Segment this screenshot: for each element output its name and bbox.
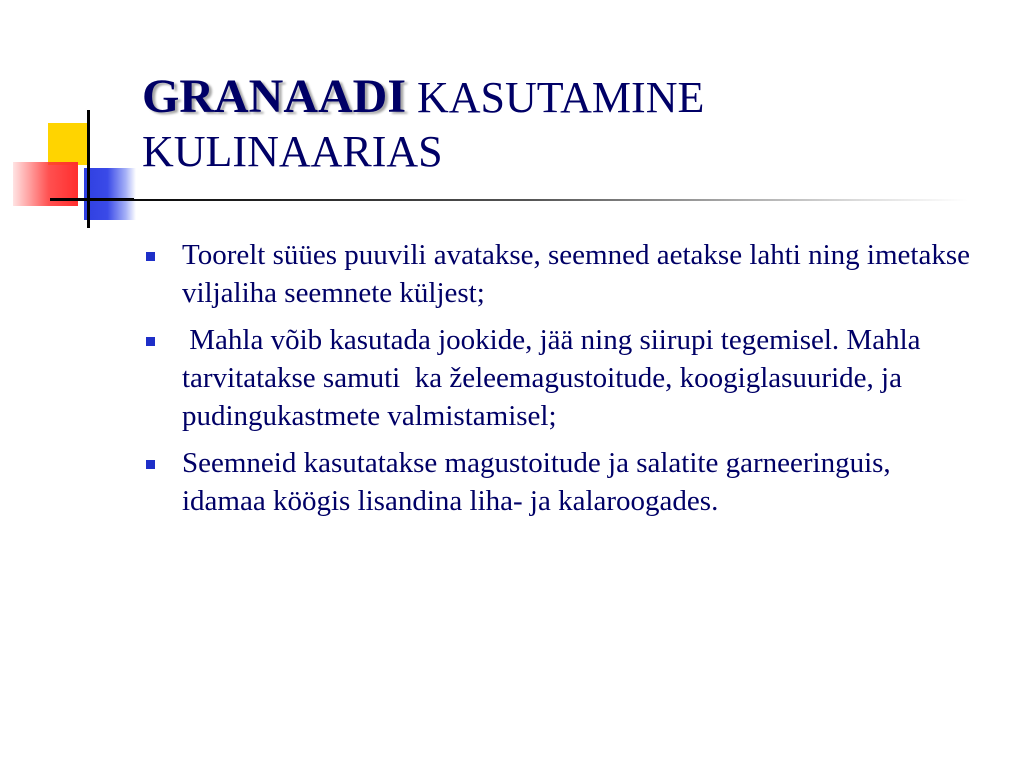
bullet-text: Mahla võib kasutada jookide, jää ning siirupi tegemisel. Mahla tarvitatakse samuti ka želeemagustoitude, koogiglasuuride, ja pudingukastmete valmistamisel;	[182, 324, 928, 432]
yellow-square	[48, 123, 89, 165]
title-emphasis: GRANAADI	[142, 70, 406, 123]
square-bullet-icon	[146, 252, 155, 261]
bullet-item	[143, 321, 973, 435]
title-rest: KASUTAMINE KULINAARIAS	[142, 73, 705, 176]
bullet-text: Toorelt süües puuvili avatakse, seemned aetakse lahti ning imetakse viljaliha seemnete küljest;	[182, 239, 970, 309]
bullet-item	[143, 444, 973, 520]
decorative-squares-logo	[0, 0, 150, 240]
square-bullet-icon	[146, 337, 155, 346]
title-divider	[88, 199, 968, 201]
vertical-cross-line	[87, 110, 90, 228]
slide-title	[142, 70, 982, 179]
bullet-text: Seemneid kasutatakse magustoitude ja salatite garneeringuis, idamaa köögis lisandina liha- ja kalaroogades.	[182, 447, 891, 517]
blue-square	[84, 168, 136, 220]
square-bullet-icon	[146, 460, 155, 469]
bullet-item	[143, 236, 973, 312]
bullet-list	[143, 236, 973, 529]
